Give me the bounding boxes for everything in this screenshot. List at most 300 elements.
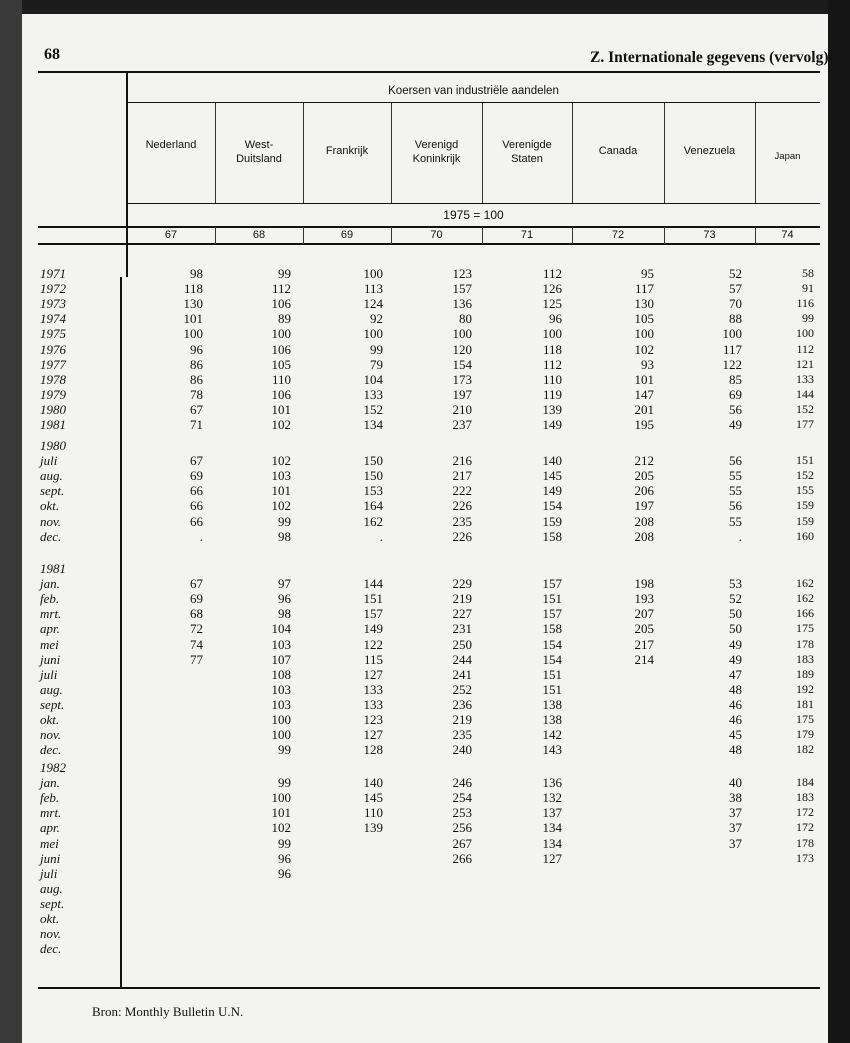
table-cell: 184 bbox=[796, 775, 814, 790]
row-label: juli bbox=[40, 453, 58, 469]
table-cell: 237 bbox=[452, 417, 472, 432]
table-cell: 154 bbox=[452, 356, 472, 372]
table-cell: 55 bbox=[729, 483, 742, 499]
table-cell: 106 bbox=[271, 296, 291, 312]
table-cell: 217 bbox=[634, 636, 654, 652]
table-cell: 120 bbox=[452, 341, 472, 357]
table-cell: 67 bbox=[190, 576, 203, 592]
table-cell: 172 bbox=[796, 805, 814, 820]
row-label: feb. bbox=[40, 790, 60, 806]
table-cell: 189 bbox=[796, 666, 814, 681]
row-label: 1974 bbox=[40, 311, 66, 327]
table-cell: 144 bbox=[363, 576, 383, 592]
table-cell: 89 bbox=[278, 311, 291, 327]
column-code: 70 bbox=[430, 229, 443, 241]
table-cell: 201 bbox=[634, 401, 654, 417]
table-cell: 154 bbox=[542, 651, 562, 667]
book-gutter bbox=[0, 0, 22, 1043]
column-code: 74 bbox=[781, 229, 794, 241]
table-cell: 49 bbox=[729, 651, 742, 667]
column-header: Verenigde Staten bbox=[502, 139, 552, 165]
table-cell: 139 bbox=[542, 401, 562, 417]
table-cell: 95 bbox=[641, 266, 654, 281]
table-cell: 152 bbox=[796, 468, 814, 483]
row-label: okt. bbox=[40, 712, 60, 727]
table-cell: 158 bbox=[542, 621, 562, 637]
table-cell: 122 bbox=[363, 636, 383, 652]
table-cell: 106 bbox=[271, 386, 291, 402]
table-cell: 50 bbox=[729, 621, 742, 637]
table-cell: 130 bbox=[183, 296, 203, 312]
header-bottom-rule bbox=[38, 243, 820, 245]
table-cell: 107 bbox=[271, 651, 291, 667]
table-cell: 127 bbox=[363, 666, 383, 682]
row-label: 1979 bbox=[40, 386, 66, 402]
table-cell: 52 bbox=[729, 266, 742, 281]
stub-divider-lower bbox=[120, 277, 122, 988]
table-cell: 102 bbox=[634, 341, 654, 357]
column-header: Venezuela bbox=[683, 145, 736, 157]
table-cell: 133 bbox=[363, 386, 383, 402]
table-cell: 58 bbox=[802, 266, 814, 280]
table-cell: 151 bbox=[363, 591, 383, 607]
table-cell: 102 bbox=[271, 453, 291, 469]
table-cell: 147 bbox=[634, 386, 654, 402]
table-cell: 244 bbox=[452, 651, 472, 667]
row-label: apr. bbox=[40, 621, 60, 637]
table-cell: 222 bbox=[452, 483, 472, 499]
table-cell: 99 bbox=[278, 513, 291, 529]
table-cell: 177 bbox=[796, 417, 814, 431]
table-cell: 93 bbox=[641, 356, 654, 372]
row-label: nov. bbox=[40, 926, 62, 942]
table-cell: 140 bbox=[363, 775, 383, 791]
table-cell: 210 bbox=[452, 401, 472, 417]
title-rule bbox=[127, 102, 820, 103]
table-cell: 100 bbox=[722, 326, 742, 342]
table-cell: 197 bbox=[452, 386, 472, 402]
table-cell: 101 bbox=[634, 371, 654, 387]
row-label: 1977 bbox=[40, 356, 66, 372]
table-cell: 123 bbox=[452, 266, 472, 281]
row-label: 1971 bbox=[40, 266, 66, 281]
table-cell: 102 bbox=[271, 498, 291, 514]
table-cell: 151 bbox=[542, 591, 562, 607]
table-title: Koersen van industriële aandelen bbox=[388, 85, 559, 97]
base-label: 1975 = 100 bbox=[443, 208, 504, 222]
table-cell: 214 bbox=[634, 651, 654, 667]
row-label: mei bbox=[40, 835, 59, 851]
codes-top-rule bbox=[38, 226, 820, 228]
table-cell: 173 bbox=[796, 850, 814, 865]
table-cell: 99 bbox=[278, 266, 291, 281]
table-cell: 97 bbox=[278, 576, 291, 592]
table-cell: 57 bbox=[729, 281, 742, 297]
table-cell: 48 bbox=[729, 742, 742, 758]
row-label: nov. bbox=[40, 513, 62, 529]
table-cell: . bbox=[379, 528, 383, 544]
table-cell: 140 bbox=[542, 453, 562, 469]
table-cell: 37 bbox=[729, 805, 742, 821]
table-cell: 99 bbox=[278, 775, 291, 791]
table-cell: 70 bbox=[729, 296, 742, 312]
table-cell: 85 bbox=[729, 371, 742, 387]
row-label: jan. bbox=[40, 576, 60, 592]
table-cell: 150 bbox=[363, 453, 383, 469]
table-cell: 37 bbox=[729, 820, 742, 836]
year-heading: 1982 bbox=[40, 760, 66, 775]
table-cell: 183 bbox=[796, 790, 814, 805]
table-cell: 102 bbox=[271, 820, 291, 836]
table-cell: 86 bbox=[190, 356, 203, 372]
table-cell: 101 bbox=[271, 401, 291, 417]
table-cell: 136 bbox=[542, 775, 562, 791]
table-cell: 74 bbox=[190, 636, 203, 652]
row-label: mrt. bbox=[40, 606, 62, 622]
table-cell: 175 bbox=[796, 712, 814, 726]
table-cell: 105 bbox=[634, 311, 654, 327]
column-header: Verenigd Koninkrijk bbox=[412, 139, 461, 165]
table-cell: 123 bbox=[363, 712, 383, 727]
page-edge-shadow bbox=[828, 0, 850, 1043]
table-cell: 266 bbox=[452, 850, 472, 866]
table-cell: 226 bbox=[452, 528, 472, 544]
table-cell: 133 bbox=[363, 696, 383, 712]
row-label: sept. bbox=[40, 696, 65, 712]
table-cell: 250 bbox=[452, 636, 472, 652]
table-cell: 207 bbox=[634, 606, 654, 622]
row-label: 1980 bbox=[40, 401, 66, 417]
table-cell: 67 bbox=[190, 453, 203, 469]
table-cell: 154 bbox=[542, 636, 562, 652]
column-code: 68 bbox=[252, 229, 266, 241]
table-cell: 103 bbox=[271, 636, 291, 652]
table-cell: 103 bbox=[271, 681, 291, 697]
table-cell: 208 bbox=[634, 528, 654, 544]
table-cell: 154 bbox=[542, 498, 562, 514]
table-cell: 149 bbox=[363, 621, 383, 637]
row-label: sept. bbox=[40, 483, 65, 499]
row-label: dec. bbox=[40, 528, 62, 544]
table-cell: 132 bbox=[542, 790, 562, 806]
table-cell: 80 bbox=[459, 311, 472, 327]
table-cell: 159 bbox=[796, 498, 814, 513]
table-cell: 226 bbox=[452, 498, 472, 514]
table-cell: 216 bbox=[452, 453, 472, 469]
source-note: Bron: Monthly Bulletin U.N. bbox=[92, 1004, 244, 1019]
table-cell: 100 bbox=[271, 727, 291, 743]
table-cell: 110 bbox=[542, 371, 562, 387]
row-label: juni bbox=[40, 850, 61, 866]
row-label: 1975 bbox=[40, 326, 66, 342]
column-header: West-Duitsland bbox=[236, 139, 282, 165]
table-cell: 117 bbox=[634, 281, 654, 297]
table-cell: 106 bbox=[271, 341, 291, 357]
table-cell: 246 bbox=[452, 775, 472, 791]
table-cell: 117 bbox=[722, 341, 742, 357]
table-cell: 136 bbox=[452, 296, 472, 312]
table-cell: 121 bbox=[796, 356, 814, 371]
row-label: aug. bbox=[40, 880, 63, 896]
table-cell: 55 bbox=[729, 513, 742, 529]
table-cell: 127 bbox=[542, 850, 562, 866]
base-rule bbox=[127, 203, 820, 204]
row-label: jan. bbox=[40, 775, 60, 791]
table-cell: 192 bbox=[796, 681, 814, 696]
table-cell: 69 bbox=[190, 468, 203, 484]
chapter-title: Z. Internationale gegevens (vervolg) bbox=[590, 49, 829, 66]
table-cell: 45 bbox=[729, 727, 742, 743]
table-cell: 118 bbox=[542, 341, 562, 357]
column-header: Frankrijk bbox=[325, 145, 369, 157]
table-cell: 100 bbox=[452, 326, 472, 342]
table-cell: 96 bbox=[278, 591, 291, 607]
table-cell: 158 bbox=[542, 528, 562, 544]
table-cell: 124 bbox=[363, 296, 383, 312]
table-cell: 206 bbox=[634, 483, 654, 499]
row-label: 1972 bbox=[40, 281, 66, 297]
table-cell: 162 bbox=[796, 591, 814, 606]
table-cell: 197 bbox=[634, 498, 654, 514]
table-cell: 128 bbox=[363, 742, 383, 758]
table-bottom-rule bbox=[38, 987, 820, 989]
table-cell: 96 bbox=[278, 850, 291, 866]
table-cell: 98 bbox=[278, 606, 291, 622]
row-label: sept. bbox=[40, 895, 65, 911]
row-label: dec. bbox=[40, 941, 62, 957]
table-cell: 50 bbox=[729, 606, 742, 622]
row-label: mei bbox=[40, 636, 59, 652]
table-cell: 179 bbox=[796, 727, 814, 742]
table-cell: 110 bbox=[271, 371, 291, 387]
table-cell: 88 bbox=[729, 311, 742, 327]
table-cell: 48 bbox=[729, 681, 742, 697]
table-cell: 145 bbox=[363, 790, 383, 806]
table-cell: 56 bbox=[729, 401, 742, 417]
table-cell: 99 bbox=[370, 341, 383, 357]
table-cell: 38 bbox=[729, 790, 742, 806]
table-cell: 235 bbox=[452, 727, 472, 743]
table-cell: 157 bbox=[542, 576, 562, 592]
table-cell: 253 bbox=[452, 805, 472, 821]
table-cell: 110 bbox=[363, 805, 383, 821]
table-cell: 56 bbox=[729, 498, 742, 514]
table-cell: 134 bbox=[542, 820, 562, 836]
row-label: okt. bbox=[40, 911, 60, 926]
table-cell: 157 bbox=[363, 606, 383, 622]
table-cell: 116 bbox=[796, 296, 814, 311]
table-cell: 112 bbox=[796, 341, 814, 356]
table-cell: 69 bbox=[729, 386, 742, 402]
column-header: Canada bbox=[598, 145, 638, 157]
column-code: 67 bbox=[164, 229, 178, 241]
year-heading: 1980 bbox=[40, 438, 66, 453]
table-cell: 143 bbox=[542, 742, 562, 758]
table-cell: 69 bbox=[190, 591, 203, 607]
table-cell: 153 bbox=[363, 483, 383, 499]
table-cell: 150 bbox=[363, 468, 383, 484]
table-cell: 149 bbox=[542, 417, 562, 432]
table-cell: 66 bbox=[190, 498, 203, 514]
table-cell: 47 bbox=[729, 666, 742, 682]
table-cell: 235 bbox=[452, 513, 472, 529]
table-cell: 46 bbox=[729, 712, 742, 727]
table-cell: 101 bbox=[271, 483, 291, 499]
table-cell: 173 bbox=[452, 371, 472, 387]
table-cell: 205 bbox=[634, 621, 654, 637]
table-cell: 137 bbox=[542, 805, 562, 821]
table-cell: 46 bbox=[729, 696, 742, 712]
table-cell: 205 bbox=[634, 468, 654, 484]
table-cell: 241 bbox=[452, 666, 472, 682]
table-cell: 133 bbox=[363, 681, 383, 697]
table-cell: 178 bbox=[796, 636, 814, 651]
column-code: 72 bbox=[611, 229, 625, 241]
table-cell: 49 bbox=[729, 636, 742, 652]
table-cell: 66 bbox=[190, 513, 203, 529]
table-cell: 99 bbox=[278, 742, 291, 758]
row-label: aug. bbox=[40, 468, 63, 484]
table-cell: 231 bbox=[452, 621, 472, 637]
table-cell: 112 bbox=[542, 356, 562, 372]
table-cell: 159 bbox=[796, 513, 814, 528]
table-cell: 160 bbox=[796, 528, 814, 543]
table-cell: 56 bbox=[729, 453, 742, 469]
table-cell: 100 bbox=[271, 790, 291, 806]
table-cell: 66 bbox=[190, 483, 203, 499]
table-cell: 100 bbox=[271, 326, 291, 342]
table-cell: 155 bbox=[796, 483, 814, 498]
table-cell: 100 bbox=[271, 712, 291, 727]
table-cell: 145 bbox=[542, 468, 562, 484]
table-cell: 125 bbox=[542, 296, 562, 312]
table-cell: 96 bbox=[549, 311, 562, 327]
row-label: apr. bbox=[40, 820, 60, 836]
table-cell: 157 bbox=[542, 606, 562, 622]
table-cell: 152 bbox=[796, 401, 814, 416]
row-label: 1973 bbox=[40, 296, 66, 312]
table-cell: 193 bbox=[634, 591, 654, 607]
table-cell: 108 bbox=[271, 666, 291, 682]
table-cell: 86 bbox=[190, 371, 203, 387]
table-cell: 139 bbox=[363, 820, 383, 836]
table-cell: 104 bbox=[271, 621, 291, 637]
row-label: 1978 bbox=[40, 371, 66, 387]
table-cell: 68 bbox=[190, 606, 203, 622]
table-cell: 98 bbox=[190, 266, 203, 281]
table-cell: 227 bbox=[452, 606, 472, 622]
table-cell: 37 bbox=[729, 835, 742, 851]
row-label: mrt. bbox=[40, 805, 62, 821]
table-cell: 181 bbox=[796, 696, 814, 711]
table-cell: 100 bbox=[363, 266, 383, 281]
row-label: feb. bbox=[40, 591, 60, 607]
table-cell: 219 bbox=[452, 591, 472, 607]
table-cell: 183 bbox=[796, 651, 814, 666]
row-label: juni bbox=[40, 651, 61, 667]
table-top-rule bbox=[38, 71, 820, 73]
table-cell: 138 bbox=[542, 696, 562, 712]
table-cell: 72 bbox=[190, 621, 203, 637]
row-label: dec. bbox=[40, 742, 62, 758]
table-cell: 164 bbox=[363, 498, 383, 514]
table-cell: 100 bbox=[363, 326, 383, 342]
row-label: nov. bbox=[40, 727, 62, 743]
row-label: 1976 bbox=[40, 341, 66, 357]
table-cell: 99 bbox=[802, 311, 814, 326]
table-cell: 133 bbox=[796, 371, 814, 386]
table-cell: 115 bbox=[363, 651, 383, 667]
page-number: 68 bbox=[44, 46, 60, 63]
table-cell: 162 bbox=[363, 513, 383, 529]
table-cell: 100 bbox=[183, 326, 203, 342]
table-cell: 98 bbox=[278, 528, 291, 544]
table-cell: 166 bbox=[796, 606, 814, 621]
table-cell: 254 bbox=[452, 790, 472, 806]
table-cell: 103 bbox=[271, 696, 291, 712]
row-label: juli bbox=[40, 865, 58, 881]
table-cell: 256 bbox=[452, 820, 472, 836]
table-cell: 151 bbox=[542, 681, 562, 697]
column-code: 73 bbox=[703, 229, 716, 241]
column-code: 71 bbox=[520, 229, 534, 241]
table-cell: 103 bbox=[271, 468, 291, 484]
table-cell: 53 bbox=[729, 576, 742, 592]
table-cell: 252 bbox=[452, 681, 472, 697]
year-heading: 1981 bbox=[40, 561, 66, 576]
table-cell: 77 bbox=[190, 651, 203, 667]
table-cell: 96 bbox=[190, 341, 203, 357]
table-cell: 175 bbox=[796, 621, 814, 636]
table-cell: 127 bbox=[363, 727, 383, 743]
table-cell: 195 bbox=[634, 417, 654, 432]
row-label: aug. bbox=[40, 681, 63, 697]
table-cell: 118 bbox=[183, 281, 203, 297]
table-cell: 99 bbox=[278, 835, 291, 851]
table-cell: 267 bbox=[452, 835, 472, 851]
table-cell: 100 bbox=[542, 326, 562, 342]
table-cell: 49 bbox=[729, 417, 742, 432]
table-cell: 112 bbox=[271, 281, 291, 297]
table-cell: 217 bbox=[452, 468, 472, 484]
table-cell: 152 bbox=[363, 401, 383, 417]
column-code: 69 bbox=[340, 229, 354, 241]
table-cell: 149 bbox=[542, 483, 562, 499]
table-cell: 40 bbox=[729, 775, 742, 791]
table-cell: 122 bbox=[722, 356, 742, 372]
table-cell: . bbox=[199, 528, 203, 544]
table-cell: 101 bbox=[271, 805, 291, 821]
column-header: Nederland bbox=[145, 139, 197, 151]
table-cell: 151 bbox=[796, 453, 814, 468]
table-cell: 240 bbox=[452, 742, 472, 758]
table-cell: 159 bbox=[542, 513, 562, 529]
table-cell: 126 bbox=[542, 281, 562, 297]
table-cell: 208 bbox=[634, 513, 654, 529]
table-cell: 113 bbox=[363, 281, 383, 297]
table-cell: 67 bbox=[190, 401, 203, 417]
table-cell: 102 bbox=[271, 417, 291, 432]
table-cell: 219 bbox=[452, 712, 472, 727]
table-cell: 78 bbox=[190, 386, 203, 402]
table-cell: 134 bbox=[542, 835, 562, 851]
table-cell: 151 bbox=[542, 666, 562, 682]
row-label: 1981 bbox=[40, 417, 66, 432]
table-cell: 96 bbox=[278, 865, 291, 881]
table-cell: 52 bbox=[729, 591, 742, 607]
table-cell: 142 bbox=[542, 727, 562, 743]
table-cell: 92 bbox=[370, 311, 383, 327]
